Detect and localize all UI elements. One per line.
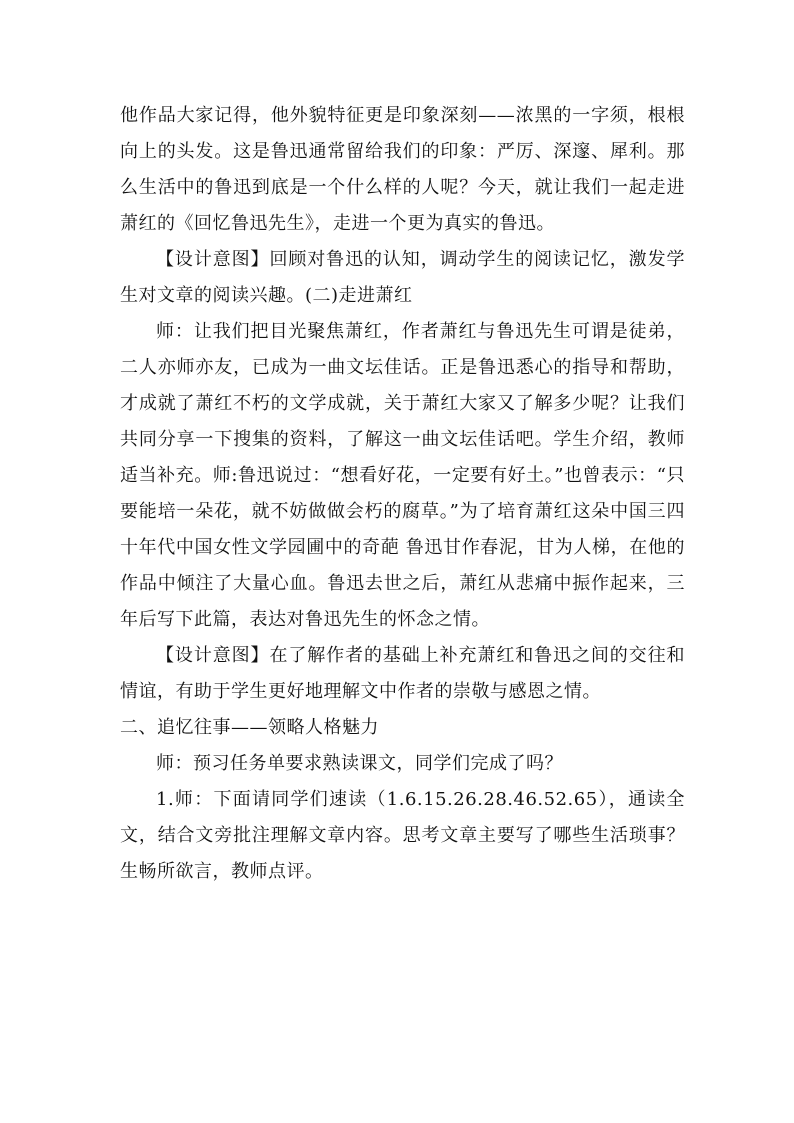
paragraph-teacher-xiaohong: 师：让我们把目光聚焦萧红，作者萧红与鲁迅先生可谓是徒弟，二人亦师亦友，已成为一曲文坛佳话。正是鲁迅悉心的指导和帮助，才成就了萧红不朽的文学成就，关于萧红大家又了解多少呢？让我们共同分享一下搜集的资料，了解这一曲文坛佳话吧。学生介绍，教师适当补充。师:鲁迅说过：“想看好花，一定要有好土。”也曾表示：“只要能培一朵花，就不妨做做会朽的腐草。”为了培育萧红这朵中国三四十年代中国女性文学园圃中的奇葩 鲁迅甘作春泥，甘为人梯，在他的作品中倾注了大量心血。鲁迅去世之后，萧红从悲痛中振作起来，三年后写下此篇，表达对鲁迅先生的怀念之情。 xyxy=(120,321,685,630)
document-body xyxy=(120,98,685,890)
section-heading-recall: 二、追忆往事——领略人格魅力 xyxy=(120,717,379,738)
paragraph-preview-task: 师：预习任务单要求熟读课文，同学们完成了吗？ xyxy=(156,753,563,774)
paragraph-design-intent-1: 【设计意图】回顾对鲁迅的认知，调动学生的阅读记忆，激发学生对文章的阅读兴趣。(二)走进萧红 xyxy=(120,249,685,306)
paragraph-design-intent-2: 【设计意图】在了解作者的基础上补充萧红和鲁迅之间的交往和情谊，有助于学生更好地理解文中作者的崇敬与感恩之情。 xyxy=(120,645,685,702)
paragraph-intro-continuation: 他作品大家记得，他外貌特征更是印象深刻——浓黑的一字须，根根向上的头发。这是鲁迅通常留给我们的印象：严厉、深邃、犀利。那么生活中的鲁迅到底是一个什么样的人呢？今天，就让我们一起走进萧红的《回忆鲁迅先生》，走进一个更为真实的鲁迅。 xyxy=(120,105,685,234)
paragraph-speed-reading: 1.师：下面请同学们速读（1.6.15.26.28.46.52.65），通读全文，结合文旁批注理解文章内容。思考文章主要写了哪些生活琐事？生畅所欲言，教师点评。 xyxy=(120,789,685,882)
